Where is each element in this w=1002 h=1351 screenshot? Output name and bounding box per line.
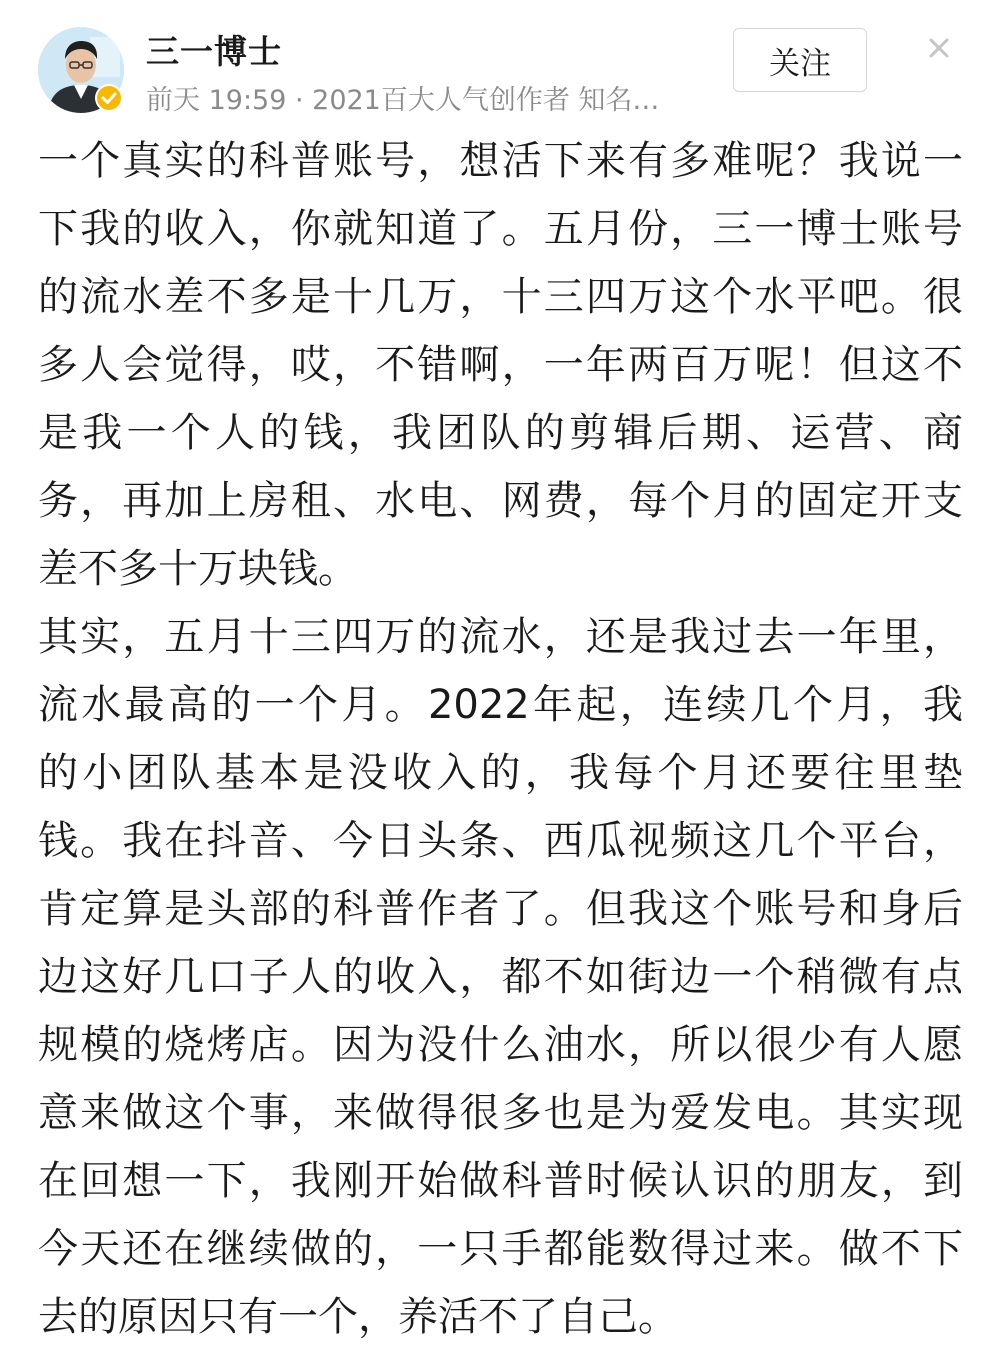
post-meta: 前天 19:59 · 2021百大人气创作者 知名…	[146, 85, 660, 116]
text-line: 钱。我在抖音、今日头条、西瓜视频这几个平台，	[38, 818, 963, 864]
author-name[interactable]: 三一博士	[146, 32, 282, 71]
text-line: 今天还在继续做的，一只手都能数得过来。做不下	[38, 1226, 963, 1272]
text-line: 其实，五月十三四万的流水，还是我过去一年里，	[38, 614, 963, 660]
text-line: 规模的烧烤店。因为没什么油水，所以很少有人愿	[38, 1022, 963, 1068]
verified-badge-icon	[94, 83, 124, 113]
text-line: 意来做这个事，来做得很多也是为爱发电。其实现	[38, 1090, 963, 1136]
follow-button[interactable]: 关注	[733, 28, 867, 92]
close-button[interactable]	[915, 28, 963, 68]
text-line: 差不多十万块钱。	[38, 546, 358, 592]
post-header	[0, 0, 1002, 130]
close-icon	[928, 37, 950, 59]
text-line: 流水最高的一个月。2022年起，连续几个月，我	[38, 682, 963, 728]
text-line: 在回想一下，我刚开始做科普时候认识的朋友，到	[38, 1158, 963, 1204]
text-line: 去的原因只有一个，养活不了自己。	[38, 1294, 678, 1340]
text-line: 多人会觉得，哎，不错啊，一年两百万呢！但这不	[38, 342, 963, 388]
post-paragraph	[38, 603, 963, 1351]
text-line: 肯定算是头部的科普作者了。但我这个账号和身后	[38, 886, 963, 932]
post-body	[38, 127, 963, 1351]
text-line: 务，再加上房租、水电、网费，每个月的固定开支	[38, 478, 963, 524]
text-line: 下我的收入，你就知道了。五月份，三一博士账号	[38, 206, 963, 252]
text-line: 的小团队基本是没收入的，我每个月还要往里垫	[38, 750, 963, 796]
text-line: 一个真实的科普账号，想活下来有多难呢？我说一	[38, 138, 963, 184]
text-line: 的流水差不多是十几万，十三四万这个水平吧。很	[38, 274, 963, 320]
post-paragraph	[38, 127, 963, 603]
text-line: 边这好几口子人的收入，都不如街边一个稍微有点	[38, 954, 963, 1000]
text-line: 是我一个人的钱，我团队的剪辑后期、运营、商	[38, 410, 963, 456]
